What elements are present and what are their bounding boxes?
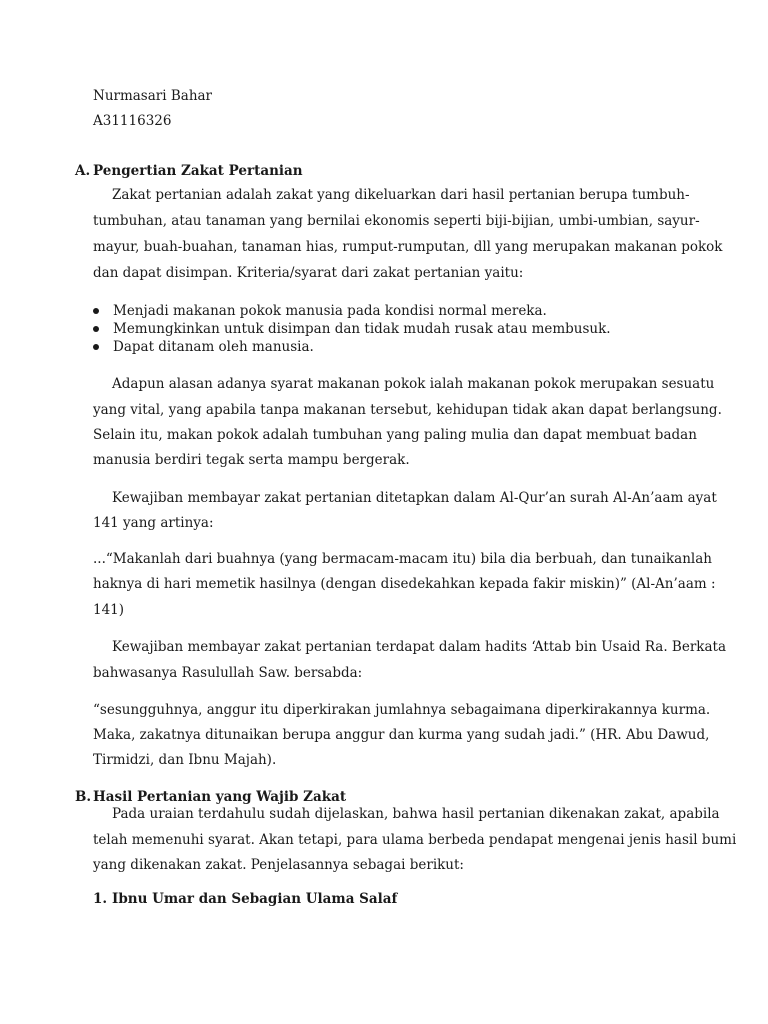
section-a-p1-line-1: Zakat pertanian adalah zakat yang dikeluarkan dari hasil pertanian berupa tumbuh- [112, 187, 690, 203]
section-a-hadith-line-2: Maka, zakatnya ditunaikan berupa anggur dan kurma yang sudah jadi.” (HR. Abu Dawud, [93, 727, 710, 743]
section-a-label: A. [75, 163, 91, 179]
bullet-icon [93, 344, 99, 350]
section-a-hadith-line-3: Tirmidzi, dan Ibnu Majah). [93, 752, 277, 768]
author-name: Nurmasari Bahar [93, 88, 213, 104]
subsection-1-title: Ibnu Umar dan Sebagian Ulama Salaf [112, 891, 398, 907]
section-a-p3-line-2: 141 yang artinya: [93, 515, 214, 531]
section-b-p1-line-2: telah memenuhi syarat. Akan tetapi, para ulama berbeda pendapat mengenai jenis hasil bumi [93, 832, 737, 848]
bullet-item-3: Dapat ditanam oleh manusia. [113, 339, 314, 355]
bullet-icon [93, 308, 99, 314]
section-a-p2-line-2: yang vital, yang apabila tanpa makanan tersebut, kehidupan tidak akan dapat berlangsung. [93, 402, 722, 418]
section-b-label: B. [75, 789, 92, 805]
section-a-title: Pengertian Zakat Pertanian [93, 163, 303, 179]
section-a-p1-line-3: mayur, buah-buahan, tanaman hias, rumput-rumputan, dll yang merupakan makanan pokok [93, 239, 723, 255]
section-a-hadith-line-1: “sesungguhnya, anggur itu diperkirakan jumlahnya sebagaimana diperkirakannya kurma. [93, 702, 711, 718]
section-a-quote-line-2: haknya di hari memetik hasilnya (dengan disedekahkan kepada fakir miskin)” (Al-An’aam : [93, 576, 716, 592]
section-a-p2-line-1: Adapun alasan adanya syarat makanan pokok ialah makanan pokok merupakan sesuatu [112, 376, 715, 392]
bullet-item-1: Menjadi makanan pokok manusia pada kondisi normal mereka. [113, 303, 547, 319]
section-a-p5-line-1: Kewajiban membayar zakat pertanian terdapat dalam hadits ‘Attab bin Usaid Ra. Berkata [112, 639, 726, 655]
section-a-p1-line-4: dan dapat disimpan. Kriteria/syarat dari zakat pertanian yaitu: [93, 265, 524, 281]
section-b-p1-line-3: yang dikenakan zakat. Penjelasannya sebagai berikut: [93, 857, 464, 873]
section-a-p1-line-2: tumbuhan, atau tanaman yang bernilai ekonomis seperti biji-bijian, umbi-umbian, sayur- [93, 213, 700, 229]
section-a-quote-line-3: 141) [93, 602, 125, 618]
section-a-p2-line-4: manusia berdiri tegak serta mampu bergerak. [93, 452, 410, 468]
author-id: A31116326 [93, 113, 172, 129]
section-a-p5-line-2: bahwasanya Rasulullah Saw. bersabda: [93, 665, 363, 681]
bullet-icon [93, 326, 99, 332]
bullet-item-2: Memungkinkan untuk disimpan dan tidak mudah rusak atau membusuk. [113, 321, 611, 337]
section-b-title: Hasil Pertanian yang Wajib Zakat [93, 789, 347, 805]
section-a-quote-line-1: ...“Makanlah dari buahnya (yang bermacam-macam itu) bila dia berbuah, dan tunaikanlah [93, 551, 712, 567]
section-a-p3-line-1: Kewajiban membayar zakat pertanian ditetapkan dalam Al-Qur’an surah Al-An’aam ayat [112, 490, 717, 506]
section-b-p1-line-1: Pada uraian terdahulu sudah dijelaskan, bahwa hasil pertanian dikenakan zakat, apabila [112, 806, 720, 822]
section-a-p2-line-3: Selain itu, makan pokok adalah tumbuhan yang paling mulia dan dapat membuat badan [93, 427, 697, 443]
subsection-1-label: 1. [93, 891, 108, 907]
